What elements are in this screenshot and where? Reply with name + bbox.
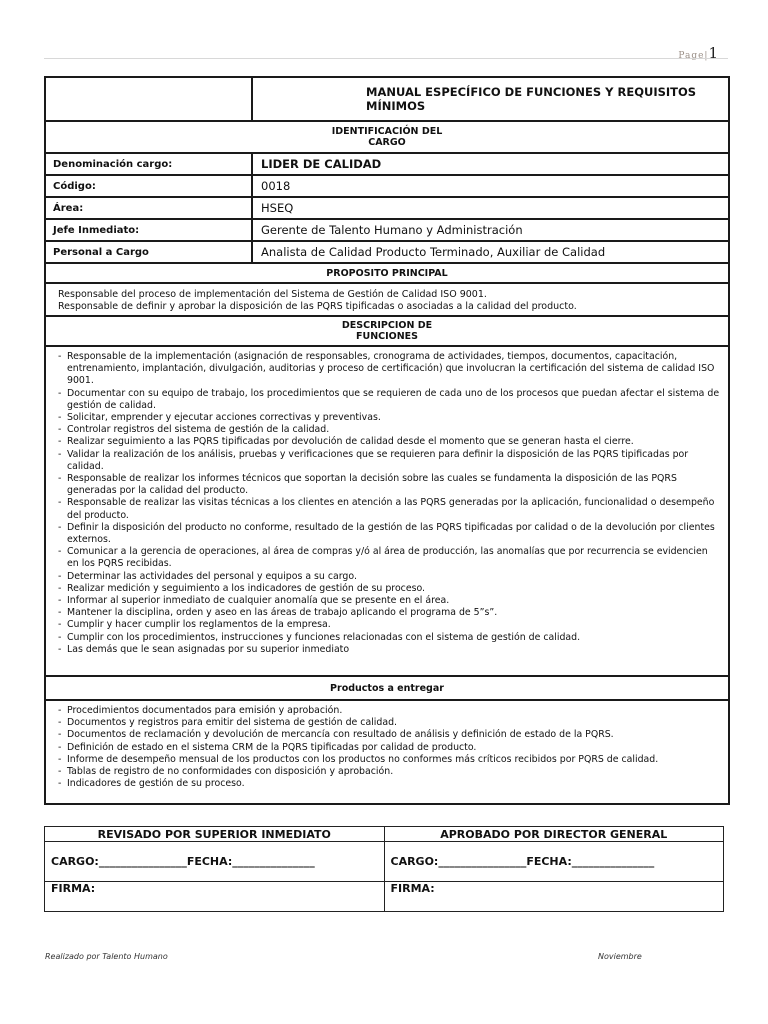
products-header: Productos a entregar xyxy=(45,676,729,700)
functions-body xyxy=(45,346,729,676)
functions-header xyxy=(45,316,729,346)
identification-header xyxy=(45,121,729,153)
functions-header-line1: DESCRIPCION DE xyxy=(341,320,433,331)
function-item: - Realizar medición y seguimiento a los indicadores de gestión de su proceso. xyxy=(58,583,720,595)
function-item: - Realizar seguimiento a las PQRS tipificadas por devolución de calidad desde el momento que se generan hasta el cierre. xyxy=(58,436,720,448)
document-title: MANUAL ESPECÍFICO DE FUNCIONES Y REQUISITOS MÍNIMOS xyxy=(252,77,729,121)
product-item: - Tablas de registro de no conformidades con disposición y aprobación. xyxy=(58,766,720,778)
purpose-line: Responsable de definir y aprobar la disposición de las PQRS tipificadas o asociadas a la calidad del producto. xyxy=(58,300,577,312)
approved-firma: FIRMA: xyxy=(384,882,724,912)
area-label: Área: xyxy=(45,197,252,219)
header-divider xyxy=(44,58,728,59)
products-body xyxy=(45,700,729,804)
function-item: - Validar la realización de los análisis, pruebas y verificaciones que se requieren para definir la disposición de las PQRS tipificadas por calidad. xyxy=(58,449,720,473)
code-label: Código: xyxy=(45,175,252,197)
products-list xyxy=(58,705,720,790)
code-value: 0018 xyxy=(252,175,729,197)
function-item: - Comunicar a la gerencia de operaciones, al área de compras y/ó al área de producción, las anomalías que por recurrencia se evidencien en los PQRS recibidas. xyxy=(58,546,720,570)
identification-header-line2: CARGO xyxy=(368,137,406,148)
footer-author: Realizado por Talento Humano xyxy=(45,952,168,961)
product-item: - Indicadores de gestión de su proceso. xyxy=(58,778,720,790)
approved-by-header: APROBADO POR DIRECTOR GENERAL xyxy=(384,827,724,842)
functions-header-line2: FUNCIONES xyxy=(355,331,419,342)
product-item: - Documentos de reclamación y devolución de mercancía con resultado de análisis y definición de estado de la PQRS. xyxy=(58,729,720,741)
product-item: - Definición de estado en el sistema CRM de la PQRS tipificadas por calidad de producto. xyxy=(58,742,720,754)
reviewed-firma: FIRMA: xyxy=(45,882,385,912)
function-item: - Documentar con su equipo de trabajo, los procedimientos que se requieren de cada uno de los procesos que puedan afectar el sistema de gestión de calidad. xyxy=(58,388,720,412)
page-number xyxy=(678,44,718,62)
product-item: - Informe de desempeño mensual de los productos con los productos no conformes más críticos recibidos por PQRS de calidad. xyxy=(58,754,720,766)
position-name-label: Denominación cargo: xyxy=(45,153,252,175)
purpose-header: PROPOSITO PRINCIPAL xyxy=(45,263,729,283)
supervisor-value: Gerente de Talento Humano y Administración xyxy=(252,219,729,241)
footer-date: Noviembre xyxy=(598,952,642,961)
functions-list xyxy=(58,351,720,656)
function-item: - Definir la disposición del producto no conforme, resultado de la gestión de las PQRS tipificadas por calidad o de la devolución por clientes externos. xyxy=(58,522,720,546)
logo-placeholder-cell xyxy=(45,77,252,121)
function-item: - Cumplir y hacer cumplir los reglamentos de la empresa. xyxy=(58,619,720,631)
product-item: - Procedimientos documentados para emisión y aprobación. xyxy=(58,705,720,717)
identification-header-line1: IDENTIFICACIÓN DEL xyxy=(331,126,443,137)
function-item: - Controlar registros del sistema de gestión de la calidad. xyxy=(58,424,720,436)
function-item: - Responsable de realizar las visitas técnicas a los clientes en atención a las PQRS generadas por la aplicación, funcionalidad o desempeño del producto. xyxy=(58,497,720,521)
functions-manual-table xyxy=(44,76,730,805)
page-label: Page| xyxy=(678,51,709,61)
area-value: HSEQ xyxy=(252,197,729,219)
approved-cargo-fecha: CARGO:________________FECHA:_______________ xyxy=(384,842,724,882)
reviewed-by-header: REVISADO POR SUPERIOR INMEDIATO xyxy=(45,827,385,842)
function-item: - Las demás que le sean asignadas por su superior inmediato xyxy=(58,644,720,656)
position-name-value: LIDER DE CALIDAD xyxy=(252,153,729,175)
function-item: - Solicitar, emprender y ejecutar acciones correctivas y preventivas. xyxy=(58,412,720,424)
staff-label: Personal a Cargo xyxy=(45,241,252,263)
product-item: - Documentos y registros para emitir del sistema de gestión de calidad. xyxy=(58,717,720,729)
function-item: - Responsable de la implementación (asignación de responsables, cronograma de actividades, tiempos, documentos, capacitación, entrenamiento, implantación, divulgación, auditorias y proceso de certificación) que involucran la certificación del sistema de calidad ISO 9001. xyxy=(58,351,720,388)
function-item: - Determinar las actividades del personal y equipos a su cargo. xyxy=(58,571,720,583)
function-item: - Responsable de realizar los informes técnicos que soportan la decisión sobre las cuales se fundamenta la disposición de las PQRS generadas por la calidad del producto. xyxy=(58,473,720,497)
signature-table xyxy=(44,826,724,912)
function-item: - Informar al superior inmediato de cualquier anomalía que se presente en el área. xyxy=(58,595,720,607)
staff-value: Analista de Calidad Producto Terminado, Auxiliar de Calidad xyxy=(252,241,729,263)
function-item: - Mantener la disciplina, orden y aseo en las áreas de trabajo aplicando el programa de 5”s”. xyxy=(58,607,720,619)
purpose-line: Responsable del proceso de implementación del Sistema de Gestión de Calidad ISO 9001. xyxy=(58,289,487,300)
purpose-body xyxy=(45,283,729,316)
function-item: - Cumplir con los procedimientos, instrucciones y funciones relacionadas con el sistema de gestión de calidad. xyxy=(58,632,720,644)
reviewed-cargo-fecha: CARGO:________________FECHA:_______________ xyxy=(45,842,385,882)
page-number-value: 1 xyxy=(708,44,718,62)
supervisor-label: Jefe Inmediato: xyxy=(45,219,252,241)
